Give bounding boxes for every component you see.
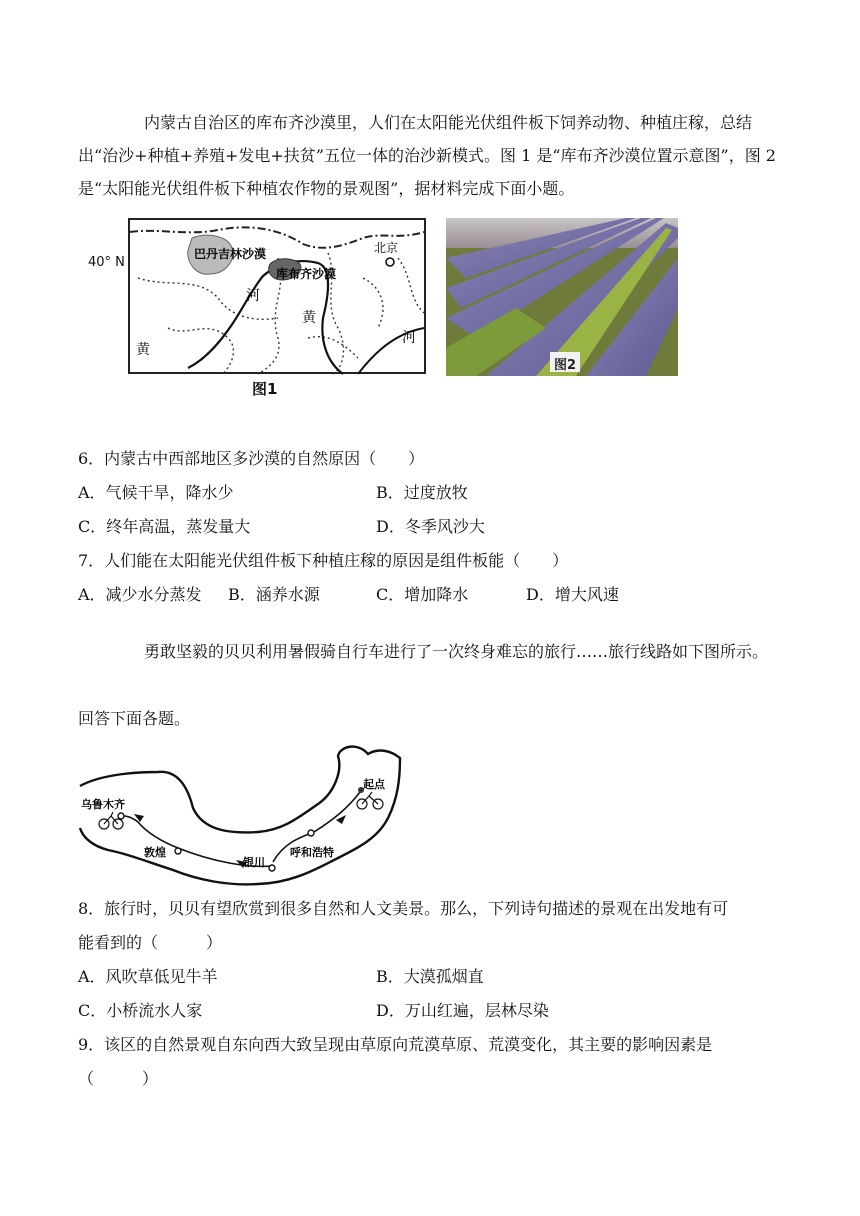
label-kubuqi: 库布齐沙漠 [276,267,337,281]
label-he-1: 河 [246,288,260,304]
label-huang-2: 黄 [136,342,150,358]
q8-option-a: A．风吹草低见牛羊 [78,967,218,986]
q6-option-a: A．气候干旱，降水少 [78,483,234,502]
question-8-stem-line-2: 能看到的（ ） [78,933,223,952]
route-map [78,738,402,888]
bicycle-icon-start [357,792,383,809]
label-dunhuang: 敦煌 [144,846,166,859]
question-9-stem-line-1: 9．该区的自然景观自东向西大致呈现由草原向荒漠草原、荒漠变化，其主要的影响因素是 [78,1035,713,1054]
q8-option-b: B．大漠孤烟直 [376,967,484,986]
q8-option-d: D．万山红遍，层林尽染 [376,1001,549,1020]
passage-2-instruction: 回答下面各题。 [78,709,191,728]
question-6-stem: 6．内蒙古中西部地区多沙漠的自然原因（ ） [78,449,425,468]
q7-option-a: A．减少水分蒸发 [78,585,202,604]
figure-1-caption: 图1 [252,380,278,398]
passage-2: 勇敢坚毅的贝贝利用暑假骑自行车进行了一次终身难忘的旅行……旅行线路如下图所示。 [144,642,769,661]
label-huang-1: 黄 [302,310,316,326]
passage-1: 内蒙古自治区的库布齐沙漠里，人们在太阳能光伏组件板下饲养动物、种植庄稼，总结出“治沙+种植+养殖+发电+扶贫”五位一体的治沙新模式。图 1 是“库布齐沙漠位置示意图”，图 2 是“太阳能光伏组件板下种植农作物的景观图”，据材料完成下面小题。 [78,113,776,198]
question-9-stem-line-2: （ ） [78,1069,159,1088]
label-badanjilin: 巴丹吉林沙漠 [194,247,267,261]
label-he-2: 河 [402,330,416,346]
question-8-stem-line-1: 8．旅行时，贝贝有望欣赏到很多自然和人文美景。那么，下列诗句描述的景观在出发地有可 [78,899,729,918]
figure-2-photo [446,218,678,376]
q7-option-b: B．涵养水源 [228,585,320,604]
question-7-stem: 7．人们能在太阳能光伏组件板下种植庄稼的原因是组件板能（ ） [78,551,569,570]
figure-1-map [128,218,428,376]
label-hohhot: 呼和浩特 [290,846,334,859]
q6-option-c: C．终年高温，蒸发量大 [78,517,251,536]
q8-option-c: C．小桥流水人家 [78,1001,203,1020]
label-beijing: 北京 [374,241,399,255]
label-yinchuan: 银川 [243,856,265,869]
q7-option-c: C．增加降水 [376,585,469,604]
q6-option-d: D．冬季风沙大 [376,517,485,536]
figure-2-caption: 图2 [554,358,577,373]
label-start: 起点 [363,778,385,791]
q6-option-b: B．过度放牧 [376,483,468,502]
latitude-label: 40° N [88,255,125,270]
q7-option-d: D．增大风速 [526,585,619,604]
label-urumqi: 乌鲁木齐 [81,798,125,811]
